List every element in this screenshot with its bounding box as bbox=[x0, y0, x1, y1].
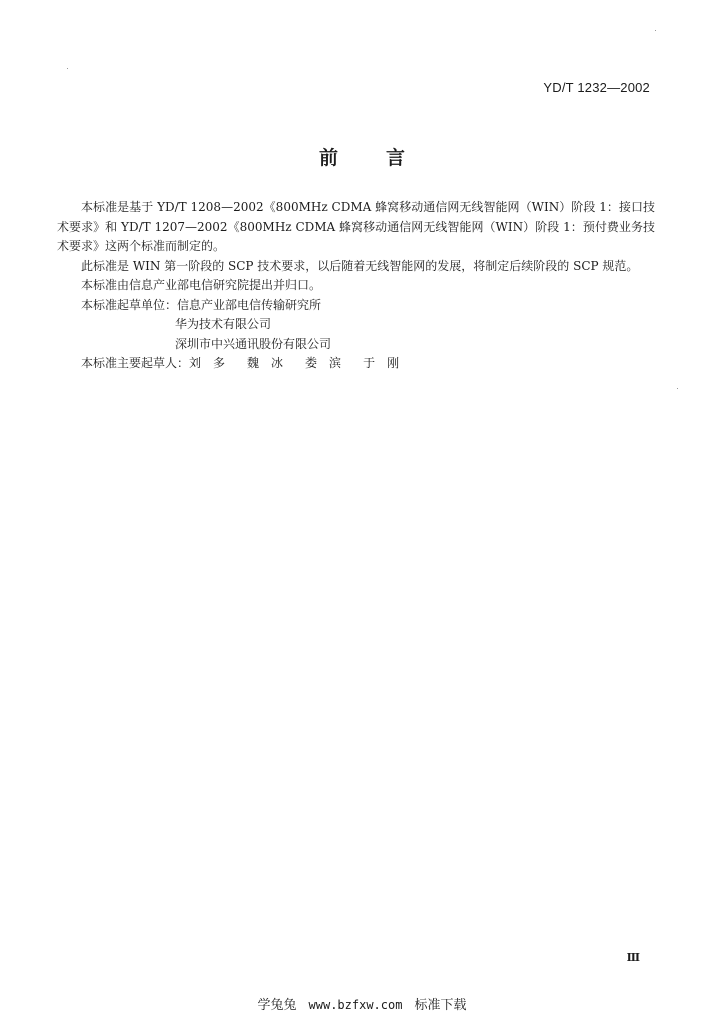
drafting-units-label: 本标准起草单位： bbox=[81, 297, 178, 312]
drafting-unit: 信息产业部电信传输研究所 bbox=[177, 297, 322, 312]
standard-number: YD/T 1232—2002 bbox=[543, 80, 650, 95]
drafting-unit: 深圳市中兴通讯股份有限公司 bbox=[175, 336, 332, 351]
drafter-name: 刘 多 bbox=[189, 356, 226, 370]
paragraph-proposer: 本标准由信息产业部电信研究院提出并归口。 bbox=[81, 278, 322, 292]
drafting-unit: 华为技术有限公司 bbox=[175, 317, 272, 331]
drafters-line bbox=[57, 354, 655, 374]
drafter-name: 娄 滨 bbox=[305, 356, 342, 370]
footer-watermark bbox=[0, 994, 724, 1013]
paragraph-scope: 此标准是 WIN 第一阶段的 SCP 技术要求，以后随着无线智能网的发展，将制定后续阶段的 SCP 规范。 bbox=[81, 258, 639, 273]
title-part-2: 言 bbox=[386, 147, 406, 169]
scan-speck bbox=[67, 68, 68, 69]
drafting-unit-line bbox=[57, 296, 655, 316]
paragraph-basis: 本标准是基于 YD/T 1208—2002《800MHz CDMA 蜂窝移动通信网无线智能网（WIN）阶段 1：接口技术要求》和 YD/T 1207—2002《800MHz CDMA 蜂窝移动通信网无线智能网（WIN）阶段 1：预付费业务技术要求》这两个标准而制定的。 bbox=[57, 200, 655, 253]
title-part-1: 前 bbox=[318, 147, 338, 169]
scan-speck bbox=[655, 30, 656, 31]
drafter-name: 于 刚 bbox=[363, 356, 400, 370]
footer-site-name: 学兔兔 bbox=[257, 998, 297, 1013]
footer-download-text: 标准下载 bbox=[414, 998, 467, 1013]
page-title bbox=[0, 143, 724, 170]
drafter-name: 魏 冰 bbox=[247, 356, 284, 370]
foreword-body bbox=[57, 198, 655, 374]
scan-speck bbox=[677, 388, 678, 389]
page-number: Ⅲ bbox=[626, 951, 640, 964]
footer-url: www.bzfxw.com bbox=[308, 998, 403, 1012]
drafters-label: 本标准主要起草人： bbox=[81, 356, 190, 370]
drafter-names bbox=[189, 356, 421, 370]
